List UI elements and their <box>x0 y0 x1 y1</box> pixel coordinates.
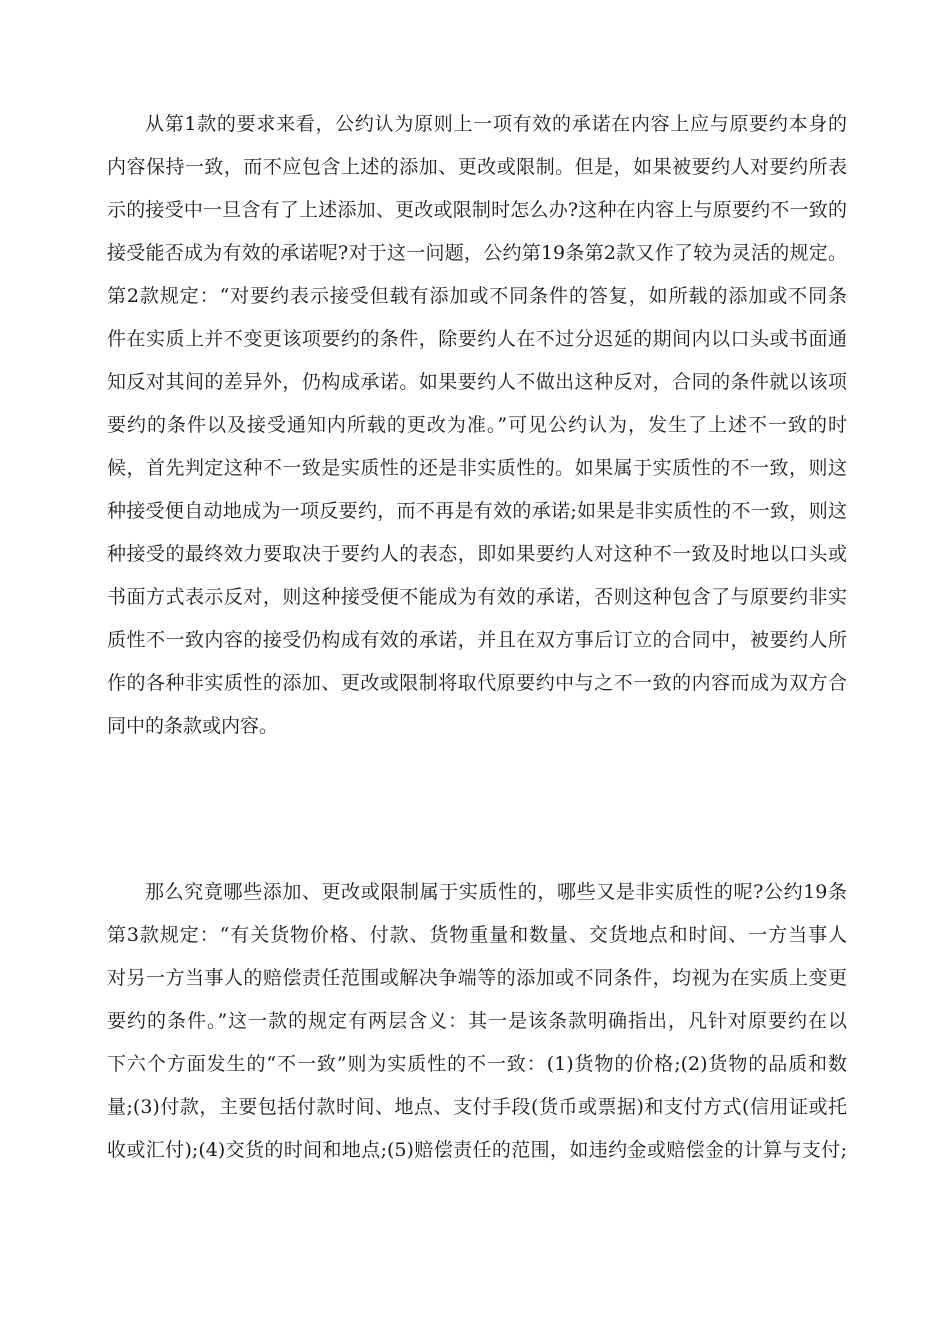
paragraph-line: 内容保持一致，而不应包含上述的添加、更改或限制。但是，如果被要约人对要约所表 <box>107 156 847 178</box>
paragraph-line: 候，首先判定这种不一致是实质性的还是非实质性的。如果属于实质性的不一致，则这 <box>107 457 847 479</box>
paragraph-line: 第2款规定：“对要约表示接受但载有添加或不同条件的答复，如所载的添加或不同条 <box>107 285 847 307</box>
paragraph-line: 量;(3)付款，主要包括付款时间、地点、支付手段(货币或票据)和支付方式(信用证或托 <box>107 1096 847 1118</box>
paragraph-line: 作的各种非实质性的添加、更改或限制将取代原要约中与之不一致的内容而成为双方合 <box>107 672 847 694</box>
paragraph-line: 对另一方当事人的赔偿责任范围或解决争端等的添加或不同条件，均视为在实质上变更 <box>107 967 847 989</box>
paragraph-line: 件在实质上并不变更该项要约的条件，除要约人在不过分迟延的期间内以口头或书面通 <box>107 328 847 350</box>
paragraph-line: 接受能否成为有效的承诺呢?对于这一问题，公约第19条第2款又作了较为灵活的规定。 <box>107 242 847 264</box>
paragraph-line: 从第1款的要求来看，公约认为原则上一项有效的承诺在内容上应与原要约本身的 <box>145 113 847 135</box>
paragraph-line: 下六个方面发生的“不一致”则为实质性的不一致：(1)货物的价格;(2)货物的品质和数 <box>107 1053 847 1075</box>
paragraph-line: 种接受便自动地成为一项反要约，而不再是有效的承诺;如果是非实质性的不一致，则这 <box>107 500 847 522</box>
paragraph-line: 要约的条件以及接受通知内所载的更改为准。”可见公约认为，发生了上述不一致的时 <box>107 414 847 436</box>
paragraph-2 <box>107 871 847 1172</box>
paragraph-line: 要约的条件。”这一款的规定有两层含义：其一是该条款明确指出，凡针对原要约在以 <box>107 1010 847 1032</box>
paragraph-line: 知反对其间的差异外，仍构成承诺。如果要约人不做出这种反对，合同的条件就以该项 <box>107 371 847 393</box>
paragraph-line: 种接受的最终效力要取决于要约人的表态，即如果要约人对这种不一致及时地以口头或 <box>107 543 847 565</box>
paragraph-1 <box>107 103 847 748</box>
paragraph-line: 第3款规定：“有关货物价格、付款、货物重量和数量、交货地点和时间、一方当事人 <box>107 924 847 946</box>
paragraph-line: 那么究竟哪些添加、更改或限制属于实质性的，哪些又是非实质性的呢?公约19条 <box>145 881 847 903</box>
paragraph-line: 示的接受中一旦含有了上述添加、更改或限制时怎么办?这种在内容上与原要约不一致的 <box>107 199 847 221</box>
paragraph-line: 质性不一致内容的接受仍构成有效的承诺，并且在双方事后订立的合同中，被要约人所 <box>107 629 847 651</box>
paragraph-line: 同中的条款或内容。 <box>107 715 279 737</box>
paragraph-line: 收或汇付);(4)交货的时间和地点;(5)赔偿责任的范围，如违约金或赔偿金的计算与支付; <box>107 1139 847 1161</box>
paragraph-line: 书面方式表示反对，则这种接受便不能成为有效的承诺，否则这种包含了与原要约非实 <box>107 586 847 608</box>
